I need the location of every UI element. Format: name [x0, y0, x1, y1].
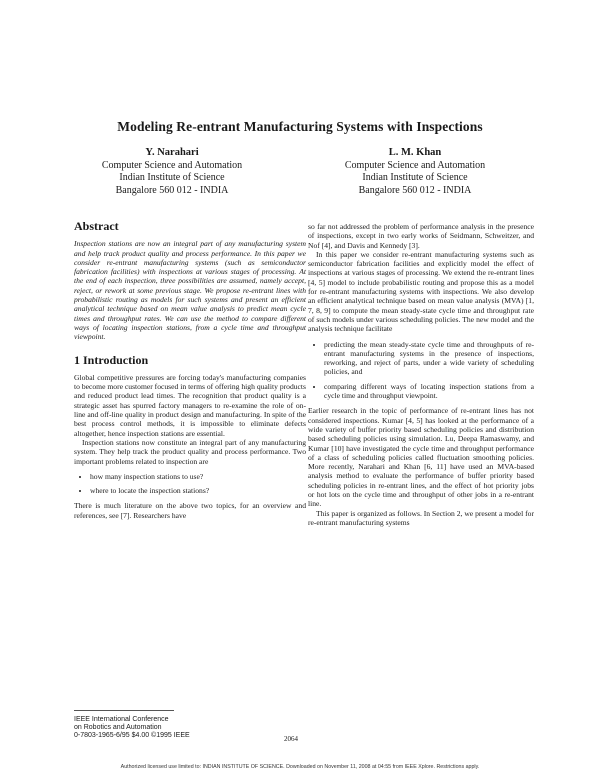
abstract-body — [74, 239, 306, 341]
footer-divider — [74, 710, 174, 711]
author-block-2 — [315, 147, 515, 197]
author-block-1 — [72, 147, 272, 197]
footer-line-2: on Robotics and Automation — [74, 724, 162, 731]
list-item: • how many inspection stations to use? — [90, 472, 306, 481]
author-dept: Computer Science and Automation — [101, 159, 243, 171]
abstract-heading: Abstract — [74, 219, 119, 233]
right-paragraph-2: In this paper we consider re-entrant manufacturing systems such as semiconductor fabrication facilities and explicitly model the effect of inspections at various stages of processing. We extend the re-entrant lines [4, 5] model to include probabilistic routing and propose this as a model for re-entrant manufacturing systems with inspections. We also develop an efficient analytical technique based on mean value analysis (MVA) [1, 7, 8, 9] to compute the mean steady-state cycle time and throughput rate of such models under various scheduling policies. The new model and the analysis technique facilitate — [308, 249, 534, 334]
footer-line-1: IEEE International Conference — [74, 716, 169, 723]
right-paragraph-4: This paper is organized as follows. In Section 2, we present a model for re-entrant manufacturing systems — [308, 508, 534, 527]
conference-footer — [74, 716, 244, 740]
paper-title: Modeling Re-entrant Manufacturing Systems with Inspections — [117, 119, 483, 134]
list-item: • predicting the mean steady-state cycle time and throughputs of re-entrant manufacturing systems in the presence of inspections, reworking, and reject of parts, under a wide variety of scheduling policies, and — [324, 340, 534, 377]
right-paragraph-1: so far not addressed the problem of performance analysis in the presence of inspections, except in two early works of Seidmann, Schweitzer, and Nof [4], and Davis and Kennedy [3]. — [308, 222, 534, 250]
abstract-paragraph: Inspection stations are now an integral part of any manufacturing system and help track product quality and process performance. In this paper we consider re-entrant manufacturing systems (such as semiconductor fabrication facilities) with inspections at various stages of processing. At the end of each inspection, three possibilities are assumed, namely accept, reject, or rework at some previous stage. We propose re-entrant lines with probabilistic routing as models for such systems and present an efficient analytical technique based on mean value analysis to predict mean cycle times and throughput rates. We can use the method to compare different ways of locating inspection stations, from a cycle time and throughput viewpoint. — [74, 239, 306, 342]
author-name: Y. Narahari — [145, 147, 199, 158]
page-number: 2064 — [284, 735, 298, 743]
intro-paragraph-3: There is much literature on the above two topics, for an overview and references, see [7]. Researchers have — [74, 501, 306, 520]
author-name: L. M. Khan — [388, 147, 442, 158]
introduction-heading: 1 Introduction — [74, 352, 149, 367]
footer-line-3: 0-7803-1965-6/95 $4.00 ©1995 IEEE — [74, 732, 190, 739]
author-dept: Computer Science and Automation — [344, 159, 486, 171]
right-column — [308, 222, 534, 527]
left-column — [74, 219, 306, 520]
intro-paragraph-1: Global competitive pressures are forcing today's manufacturing companies to become more customer focused in terms of offering high quality products and reduced product lead times. The recognition that product quality is a strategic asset has spurred factory managers to re-examine the role of on-line and off-line quality in product design and manufacturing. In spite of the best process control methods, it is impossible to eliminate defects altogether, hence inspection stations are essential. — [74, 372, 306, 438]
intro-paragraph-2: Inspection stations now constitute an integral part of any manufacturing system. They help track the product quality and process performance. Two important problems related to inspection are — [74, 437, 306, 466]
right-paragraph-3: Earlier research in the topic of performance of re-entrant lines has not considered inspections. Kumar [4, 5] has looked at the performance of a wide variety of buffer priority based scheduling policies and distribution based scheduling policies using simulation. Lu, Deepa Ramaswamy, and Kumar [10] have investigated the cycle time and throughput performance of a class of scheduling policies called fluctuation smoothing policies. More recently, Narahari and Khan [6, 11] have used an MVA-based analysis method to evaluate the performance of buffer priority based scheduling policies in re-entrant lines, and the effect of hot priority jobs or hot lots on the cycle time and throughput of other jobs in a re-entrant line. — [308, 406, 534, 509]
author-institute: Indian Institute of Science — [119, 172, 225, 183]
author-institute: Indian Institute of Science — [362, 172, 468, 183]
license-notice: Authorized licensed use limited to: INDIAN INSTITUTE OF SCIENCE. Downloaded on November 11, 2008 at 04:55 from IEEE Xplore. Restrictions apply. — [120, 764, 480, 770]
list-item: • where to locate the inspection stations? — [90, 486, 306, 495]
list-item: • comparing different ways of locating inspection stations from a cycle time and throughput viewpoint. — [324, 382, 534, 401]
author-city: Bangalore 560 012 - INDIA — [115, 184, 229, 196]
right-bullet-list — [308, 340, 534, 401]
intro-bullet-list — [74, 472, 306, 496]
author-city: Bangalore 560 012 - INDIA — [358, 184, 472, 196]
